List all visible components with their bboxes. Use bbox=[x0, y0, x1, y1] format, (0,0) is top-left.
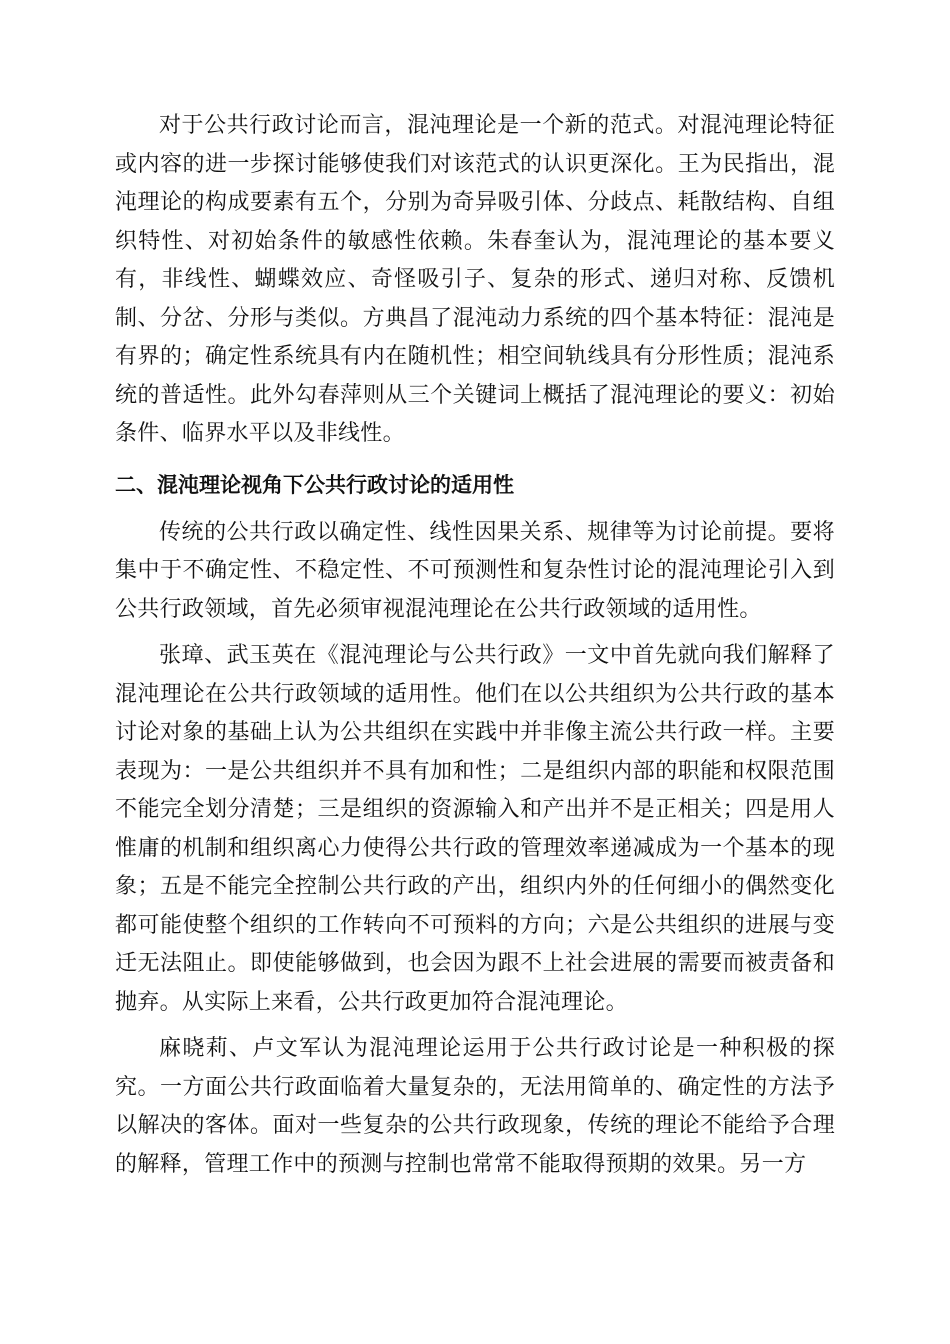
paragraph-ma-lu-exploration: 麻晓莉、卢文军认为混沌理论运用于公共行政讨论是一种积极的探究。一方面公共行政面临着大量复杂的，无法用简单的、确定性的方法予以解决的客体。面对一些复杂的公共行政现象，传统的理论不能给予合理的解释，管理工作中的预测与控制也常常不能取得预期的效果。另一方 bbox=[115, 1036, 835, 1177]
document-body bbox=[115, 107, 835, 1184]
paragraph-zhang-wu-applicability: 张璋、武玉英在《混沌理论与公共行政》一文中首先就向我们解释了混沌理论在公共行政领域的适用性。他们在以公共组织为公共行政的基本讨论对象的基础上认为公共组织在实践中并非像主流公共行政一样。主要表现为：一是公共组织并不具有加和性；二是组织内部的职能和权限范围不能完全划分清楚；三是组织的资源输入和产出并不是正相关；四是用人惟庸的机制和组织离心力使得公共行政的管理效率递减成为一个基本的现象；五是不能完全控制公共行政的产出，组织内外的任何细小的偶然变化都可能使整个组织的工作转向不可预料的方向；六是公共组织的进展与变迁无法阻止。即使能够做到，也会因为跟不上社会进展的需要而被责备和抛弃。从实际上来看，公共行政更加符合混沌理论。 bbox=[115, 643, 835, 1015]
section-heading: 二、混沌理论视角下公共行政讨论的适用性 bbox=[115, 472, 514, 497]
paragraph-chaos-theory-elements: 对于公共行政讨论而言，混沌理论是一个新的范式。对混沌理论特征或内容的进一步探讨能够使我们对该范式的认识更深化。王为民指出，混沌理论的构成要素有五个，分别为奇异吸引体、分歧点、耗散结构、自组织特性、对初始条件的敏感性依赖。朱春奎认为，混沌理论的基本要义有，非线性、蝴蝶效应、奇怪吸引子、复杂的形式、递归对称、反馈机制、分岔、分形与类似。方典昌了混沌动力系统的四个基本特征：混沌是有界的；确定性系统具有内在随机性；相空间轨线具有分形性质；混沌系统的普适性。此外勾春萍则从三个关键词上概括了混沌理论的要义：初始条件、临界水平以及非线性。 bbox=[115, 113, 835, 446]
paragraph-traditional-public-administration: 传统的公共行政以确定性、线性因果关系、规律等为讨论前提。要将集中于不确定性、不稳定性、不可预测性和复杂性讨论的混沌理论引入到公共行政领域，首先必须审视混沌理论在公共行政领域的适用性。 bbox=[115, 519, 835, 622]
